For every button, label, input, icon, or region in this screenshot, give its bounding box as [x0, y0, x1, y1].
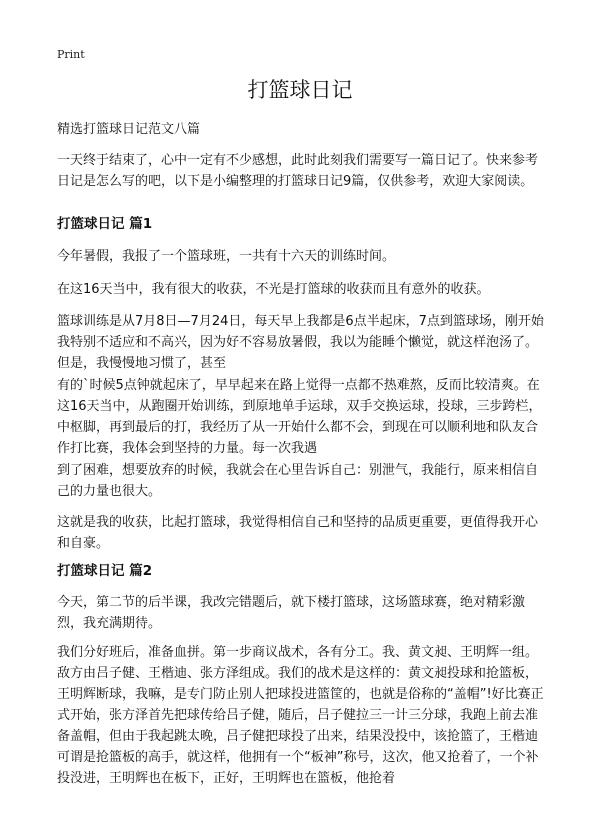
- print-link[interactable]: Print: [57, 48, 85, 61]
- section-2-paragraph: 今天，第二节的后半课，我改完错题后，就下楼打篮球，这场篮球赛，绝对精彩激烈，我充满期待。: [57, 595, 526, 631]
- page-title: 打篮球日记: [247, 78, 353, 102]
- section-1-paragraph: 今年暑假，我报了一个篮球班，一共有十六天的训练时间。: [57, 249, 396, 264]
- section-1-paragraph: 篮球训练是从7月8日—7月24日，每天早上我都是6点半起床，7点到篮球场，刚开始我特别不适应和不高兴，因为好不容易放暑假，我以为能睡个懒觉，就这样泡汤了。但是，我慢慢地习惯了，甚至: [57, 314, 544, 371]
- section-1-paragraph: 在这16天当中，我有很大的收获，不光是打篮球的收获而且有意外的收获。: [57, 282, 490, 297]
- section-heading-2: 打篮球日记 篇2: [57, 563, 153, 579]
- intro-paragraph: 一天终于结束了，心中一定有不少感想，此时此刻我们需要写一篇日记了。快来参考日记是怎么写的吧，以下是小编整理的打篮球日记9篇，仅供参考，欢迎大家阅读。: [57, 153, 539, 189]
- section-1-paragraph: 有的`时候5点钟就起床了，早早起来在路上觉得一点都不热难熬，反而比较清爽。在这16天当中，从跑圈开始训练，到原地单手运球，双手交换运球，投球，三步跨栏，中枢脚，再到最后的打，我经历了从一开始什么都不会，到现在可以顺利地和队友合作打比赛，我体会到坚持的力量。每一次我遇: [57, 378, 542, 456]
- document-subtitle: 精选打篮球日记范文八篇: [57, 122, 201, 137]
- section-1-paragraph: 这就是我的收获，比起打篮球，我觉得相信自己和坚持的品质更重要，更值得我开心和自豪。: [57, 515, 539, 551]
- section-1-paragraph: 到了困难，想要放弃的时候，我就会在心里告诉自己：别泄气，我能行，原来相信自己的力量也很大。: [57, 463, 539, 499]
- section-2-paragraph: 我们分好班后，准备血拼。第一步商议战术，各有分工。我、黄文昶、王明辉一组。敌方由吕子健、王楷迪、张方泽组成。我们的战术是这样的：黄文昶投球和抢篮板，王明辉断球，我嘛，是专门防止别人把球投进篮筐的，也就是俗称的“盖帽”!好比赛正式开始，张方泽首先把球传给吕子健，随后，吕子健拉三一计三分球，我跑上前去准备盖帽，但由于我起跳太晚，吕子健把球投了出来，结果没投中，该抢篮了，王楷迪可谓是抢篮板的高手，就这样，他拥有一个“板神”称号，这次，他又抢着了，一个补投没进，王明辉也在板下，正好，王明辉也在篮板，他抢着: [57, 645, 544, 786]
- section-heading-1: 打篮球日记 篇1: [57, 216, 153, 232]
